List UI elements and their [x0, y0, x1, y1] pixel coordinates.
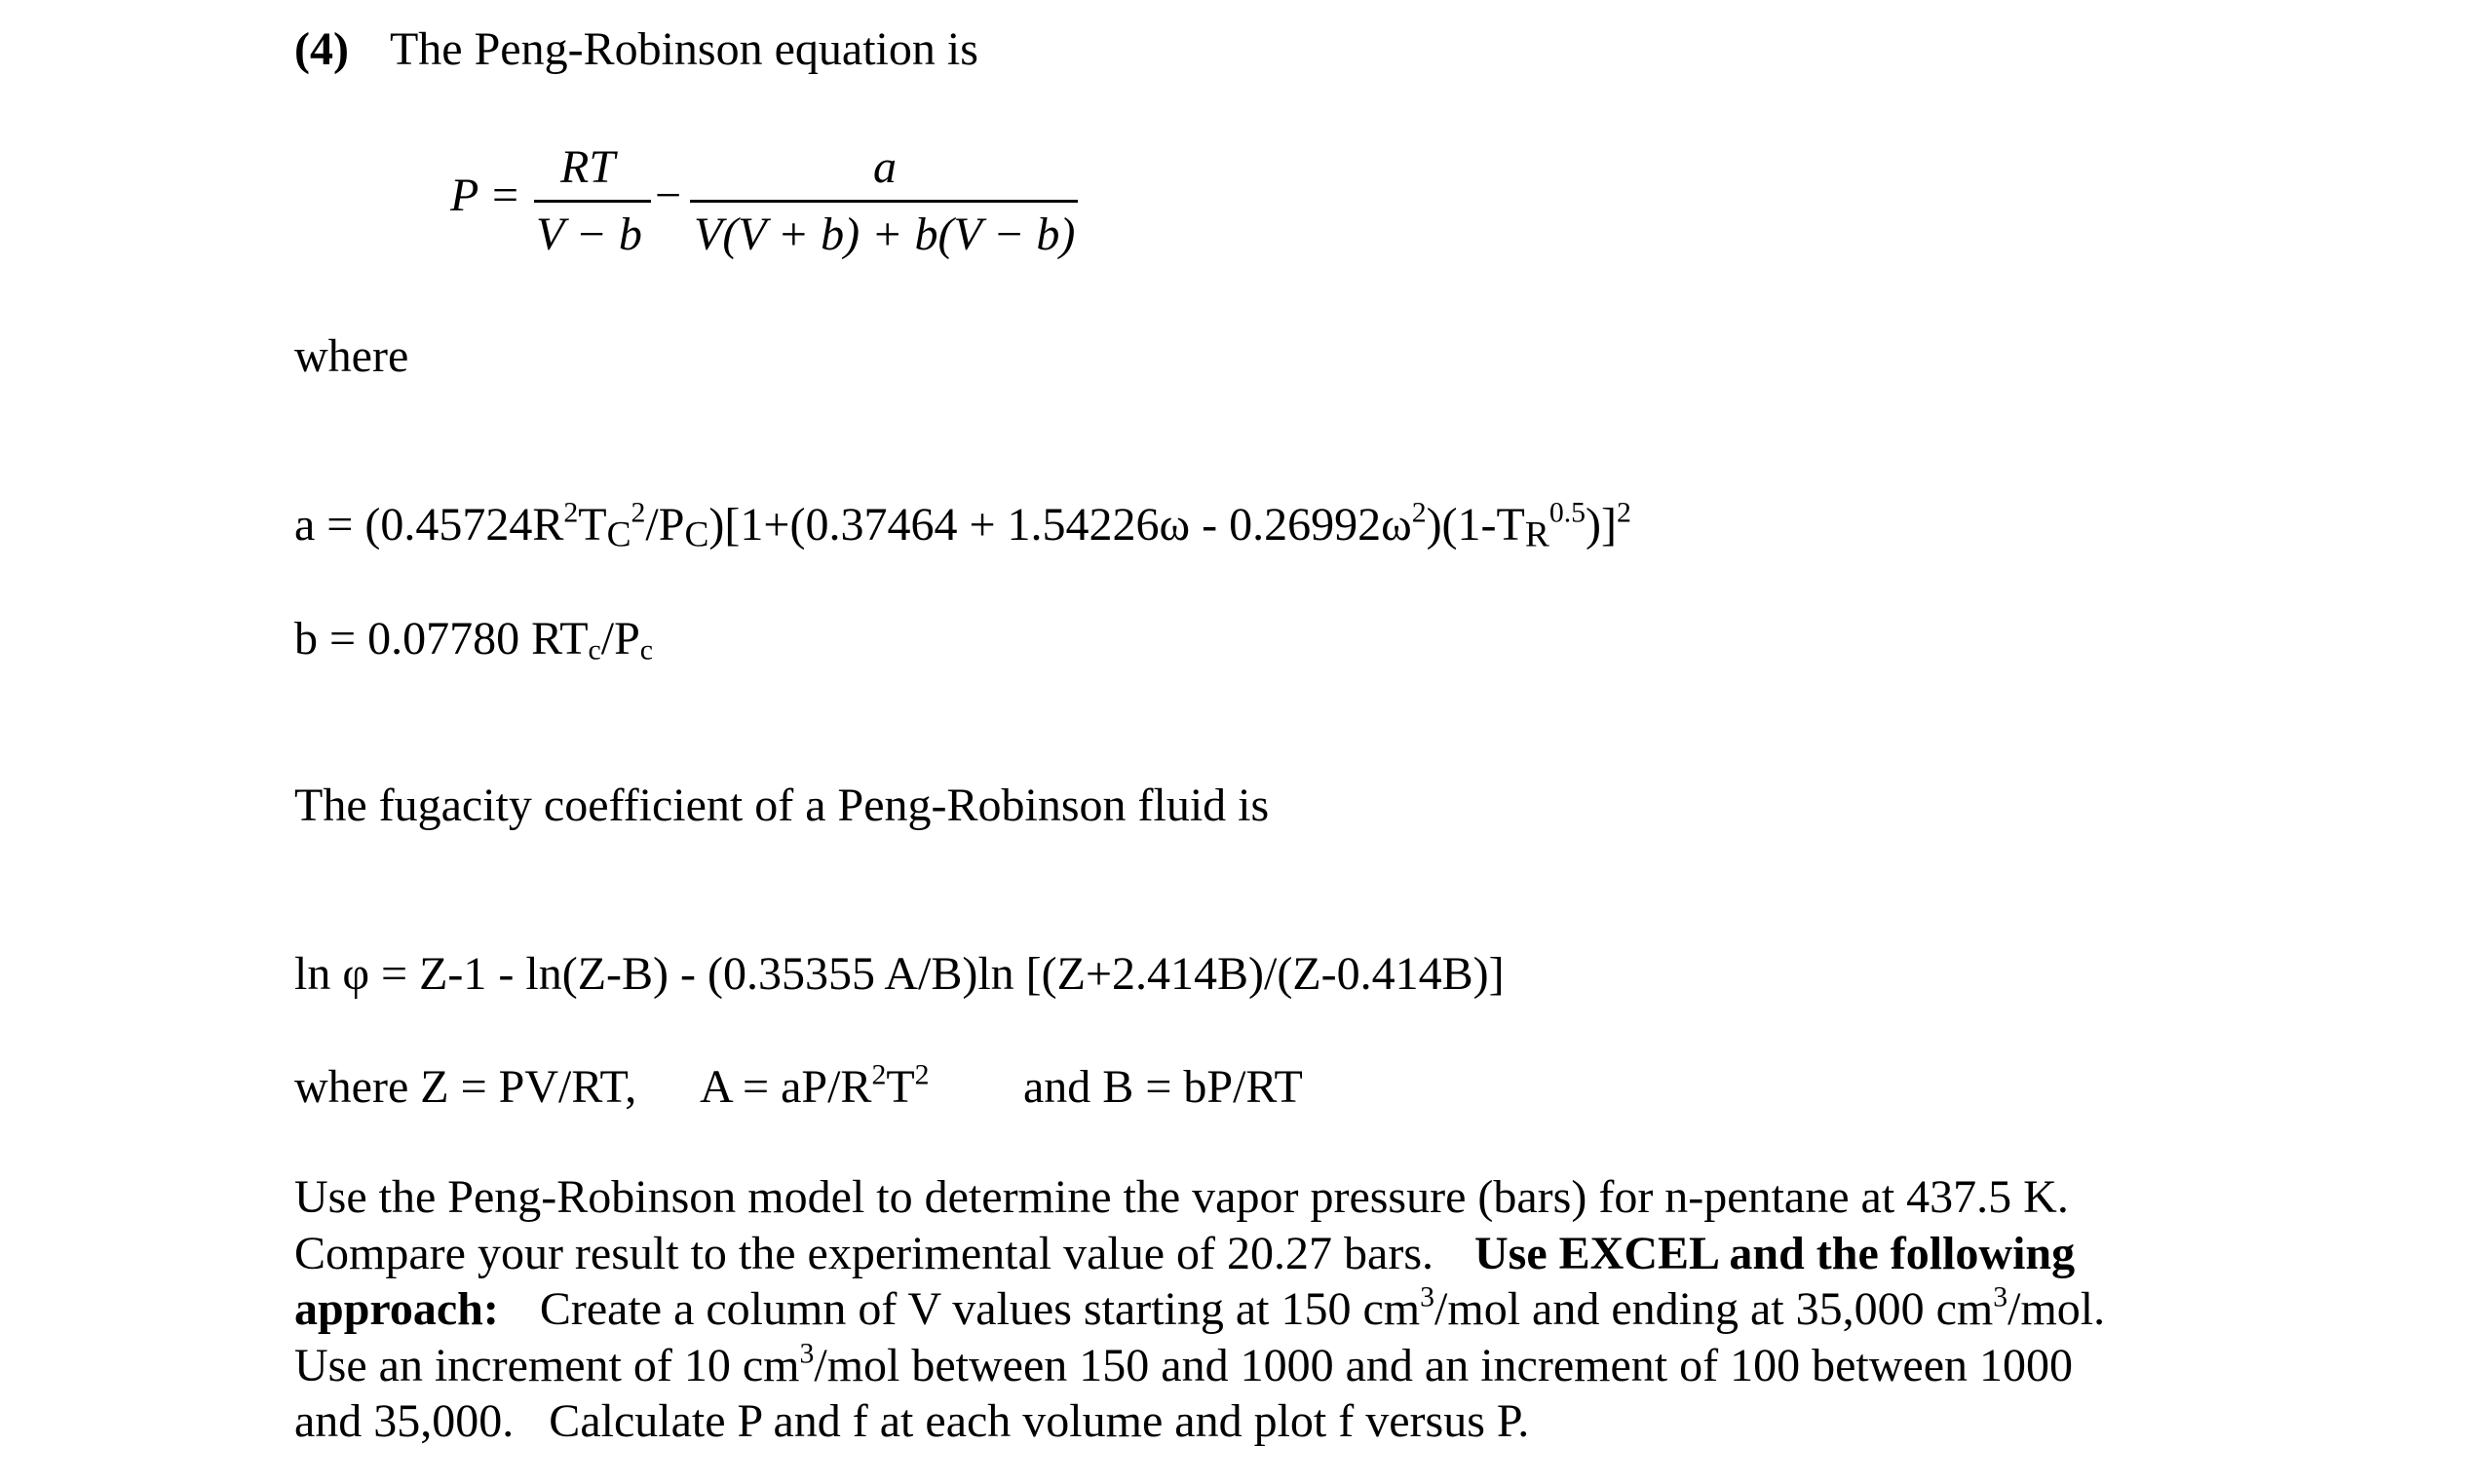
- instructions-sup: 3: [799, 1337, 815, 1370]
- pr-lhs: P: [450, 170, 479, 221]
- fugacity-intro: The fugacity coefficient of a Peng-Robinson fluid is: [294, 780, 1270, 831]
- b-def-sub: c: [639, 633, 653, 666]
- instructions-paragraph: [294, 1169, 2243, 1450]
- z-definition: where Z = PV/RT,: [294, 1061, 637, 1113]
- a-def-text: T: [578, 499, 607, 551]
- problem-number: (4): [294, 23, 349, 75]
- a-definition: [294, 497, 1631, 553]
- b-dimensionless-definition: and B = bP/RT: [1023, 1061, 1303, 1113]
- a-dim-sup: 2: [871, 1058, 887, 1091]
- a-dimensionless-definition: [700, 1059, 930, 1116]
- a-def-sup: 0.5: [1548, 496, 1586, 529]
- instructions-text: Use an increment of 10 cm: [294, 1339, 800, 1391]
- instructions-sup: 3: [1420, 1280, 1435, 1313]
- instructions-bold-text: approach:: [294, 1283, 499, 1335]
- pr-term2-fraction-bar: [690, 200, 1078, 203]
- instructions-text: /mol.: [2007, 1283, 2106, 1335]
- b-definition: [294, 611, 653, 667]
- pr-equals: =: [492, 170, 519, 221]
- a-def-text: )[1+(0.37464 + 1.54226ω - 0.26992ω: [708, 499, 1412, 551]
- a-def-sup: 2: [563, 496, 579, 529]
- a-dim-text: T: [886, 1061, 915, 1113]
- instructions-text: Create a column of V values starting at 150 cm: [539, 1283, 1421, 1335]
- instructions-bold-text: Use EXCEL and the following: [1474, 1227, 2076, 1279]
- a-def-text: /P: [645, 499, 685, 551]
- a-def-text: )]: [1586, 499, 1617, 551]
- pr-term1-fraction-bar: [534, 200, 651, 203]
- a-def-sup: 2: [1411, 496, 1427, 529]
- instructions-line: and 35,000. Calculate P and f at each volume and plot f versus P.: [294, 1395, 1530, 1447]
- instructions-text: /mol and ending at 35,000 cm: [1434, 1283, 1994, 1335]
- instructions-line: [294, 1338, 2243, 1394]
- pr-term2-denominator: V(V + b) + b(V − b): [694, 209, 1076, 260]
- a-def-sub: C: [606, 514, 631, 555]
- ln-phi-equation: ln φ = Z-1 - ln(Z-B) - (0.35355 A/B)ln [(Z+2.414B)/(Z-0.414B)]: [294, 948, 1505, 1000]
- instructions-text: /mol between 150 and 1000 and an increment of 100 between 1000: [814, 1339, 2073, 1391]
- a-dim-sup: 2: [914, 1058, 930, 1091]
- pr-term2-numerator: a: [873, 141, 897, 193]
- instructions-text: Compare your result to the experimental value of 20.27 bars.: [294, 1227, 1434, 1279]
- b-def-text: b = 0.07780 RT: [294, 613, 589, 665]
- pr-minus: −: [655, 170, 682, 221]
- pr-term1-denominator: V − b: [536, 209, 642, 260]
- problem-heading: [294, 21, 978, 78]
- b-def-sub: c: [588, 633, 601, 666]
- instructions-line: Use the Peng-Robinson model to determine the vapor pressure (bars) for n-pentane at 437.5 K.: [294, 1171, 2069, 1223]
- a-def-sup: 2: [1616, 496, 1631, 529]
- a-def-sub: R: [1524, 514, 1549, 555]
- a-def-sub: C: [684, 514, 709, 555]
- a-def-sup: 2: [631, 496, 646, 529]
- problem-intro: The Peng-Robinson equation is: [389, 23, 978, 75]
- instructions-line: [294, 1281, 2243, 1338]
- b-def-text: /P: [600, 613, 640, 665]
- instructions-sup: 3: [1993, 1280, 2008, 1313]
- instructions-line: [294, 1226, 2243, 1282]
- a-dim-text: A = aP/R: [700, 1061, 872, 1113]
- a-def-text: a = (0.45724R: [294, 499, 564, 551]
- pr-term1-numerator: RT: [560, 141, 616, 193]
- where-label: where: [294, 330, 409, 382]
- a-def-text: )(1-T: [1426, 499, 1525, 551]
